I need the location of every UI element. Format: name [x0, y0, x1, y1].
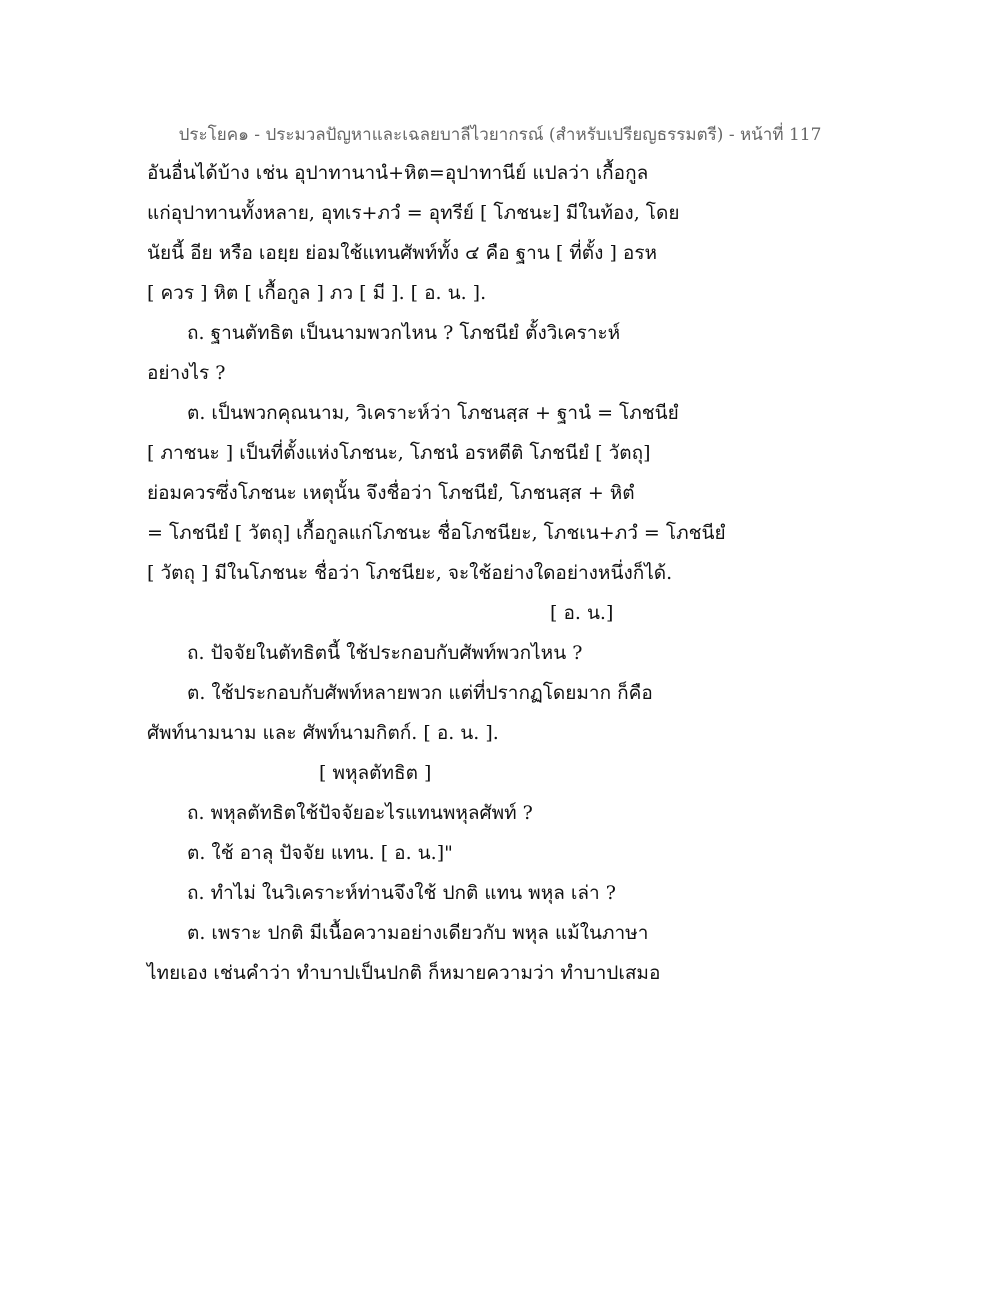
text-line: [ ภาชนะ ] เป็นที่ตั้งแห่งโภชนะ, โภชนํ อรหตีติ โภชนียํ [ วัตถุ] [147, 442, 651, 464]
text-line: = โภชนียํ [ วัตถุ] เกื้อกูลแก่โภชนะ ชื่อโภชนียะ, โภชเน+ภวํ = โภชนียํ [147, 522, 726, 544]
text-line: [ วัตถุ ] มีในโภชนะ ชื่อว่า โภชนียะ, จะใช้อย่างใดอย่างหนึ่งก็ได้. [147, 562, 673, 584]
question-line: ถ. พหุลตัทธิตใช้ปัจจัยอะไรแทนพหุลศัพท์ ? [187, 802, 533, 824]
text-line: ไทยเอง เช่นคำว่า ทำบาปเป็นปกติ ก็หมายความว่า ทำบาปเสมอ [147, 962, 661, 984]
text-line: ย่อมควรซึ่งโภชนะ เหตุนั้น จึงชื่อว่า โภชนียํ, โภชนสฺส + หิตํ [147, 482, 635, 504]
text-line: อันอื่นได้บ้าง เช่น อุปาทานานํ+หิต=อุปาทานีย์ แปลว่า เกื้อกูล [147, 162, 649, 184]
answer-line: ต. ใช้ อาลุ ปัจจัย แทน. [ อ. น.]" [187, 842, 453, 864]
text-line: อย่างไร ? [147, 362, 226, 384]
question-line: ถ. ฐานตัทธิต เป็นนามพวกไหน ? โภชนียํ ตั้งวิเคราะห์ [187, 322, 621, 344]
answer-line: ต. เป็นพวกคุณนาม, วิเคราะห์ว่า โภชนสฺส + ฐานํ = โภชนียํ [187, 402, 679, 424]
answer-line: ต. เพราะ ปกติ มีเนื้อความอย่างเดียวกับ พหุล แม้ในภาษา [187, 922, 649, 944]
text-line: [ ควร ] หิต [ เกื้อกูล ] ภว [ มี ]. [ อ. น. ]. [147, 282, 487, 304]
reference-mark: [ อ. น.] [550, 602, 614, 624]
text-line: แก่อุปาทานทั้งหลาย, อุทเร+ภวํ = อุทรีย์ [ โภชนะ] มีในท้อง, โดย [147, 202, 680, 224]
section-heading: [ พหุลตัทธิต ] [319, 762, 432, 784]
text-line: นัยนี้ อีย หรือ เอยฺย ย่อมใช้แทนศัพท์ทั้ง ๔ คือ ฐาน [ ที่ตั้ง ] อรห [147, 242, 658, 264]
answer-line: ต. ใช้ประกอบกับศัพท์หลายพวก แต่ที่ปรากฏโดยมาก ก็คือ [187, 682, 653, 704]
page-header: ประโยค๑ - ประมวลปัญหาและเฉลยบาลีไวยากรณ์ (สำหรับเปรียญธรรมตรี) - หน้าที่ 117 [178, 125, 822, 145]
question-line: ถ. ทำไม่ ในวิเคราะห์ท่านจึงใช้ ปกติ แทน พหุล เล่า ? [187, 882, 616, 904]
text-line: ศัพท์นามนาม และ ศัพท์นามกิตก์. [ อ. น. ]. [147, 722, 499, 744]
question-line: ถ. ปัจจัยในตัทธิตนี้ ใช้ประกอบกับศัพท์พวกไหน ? [187, 642, 583, 664]
